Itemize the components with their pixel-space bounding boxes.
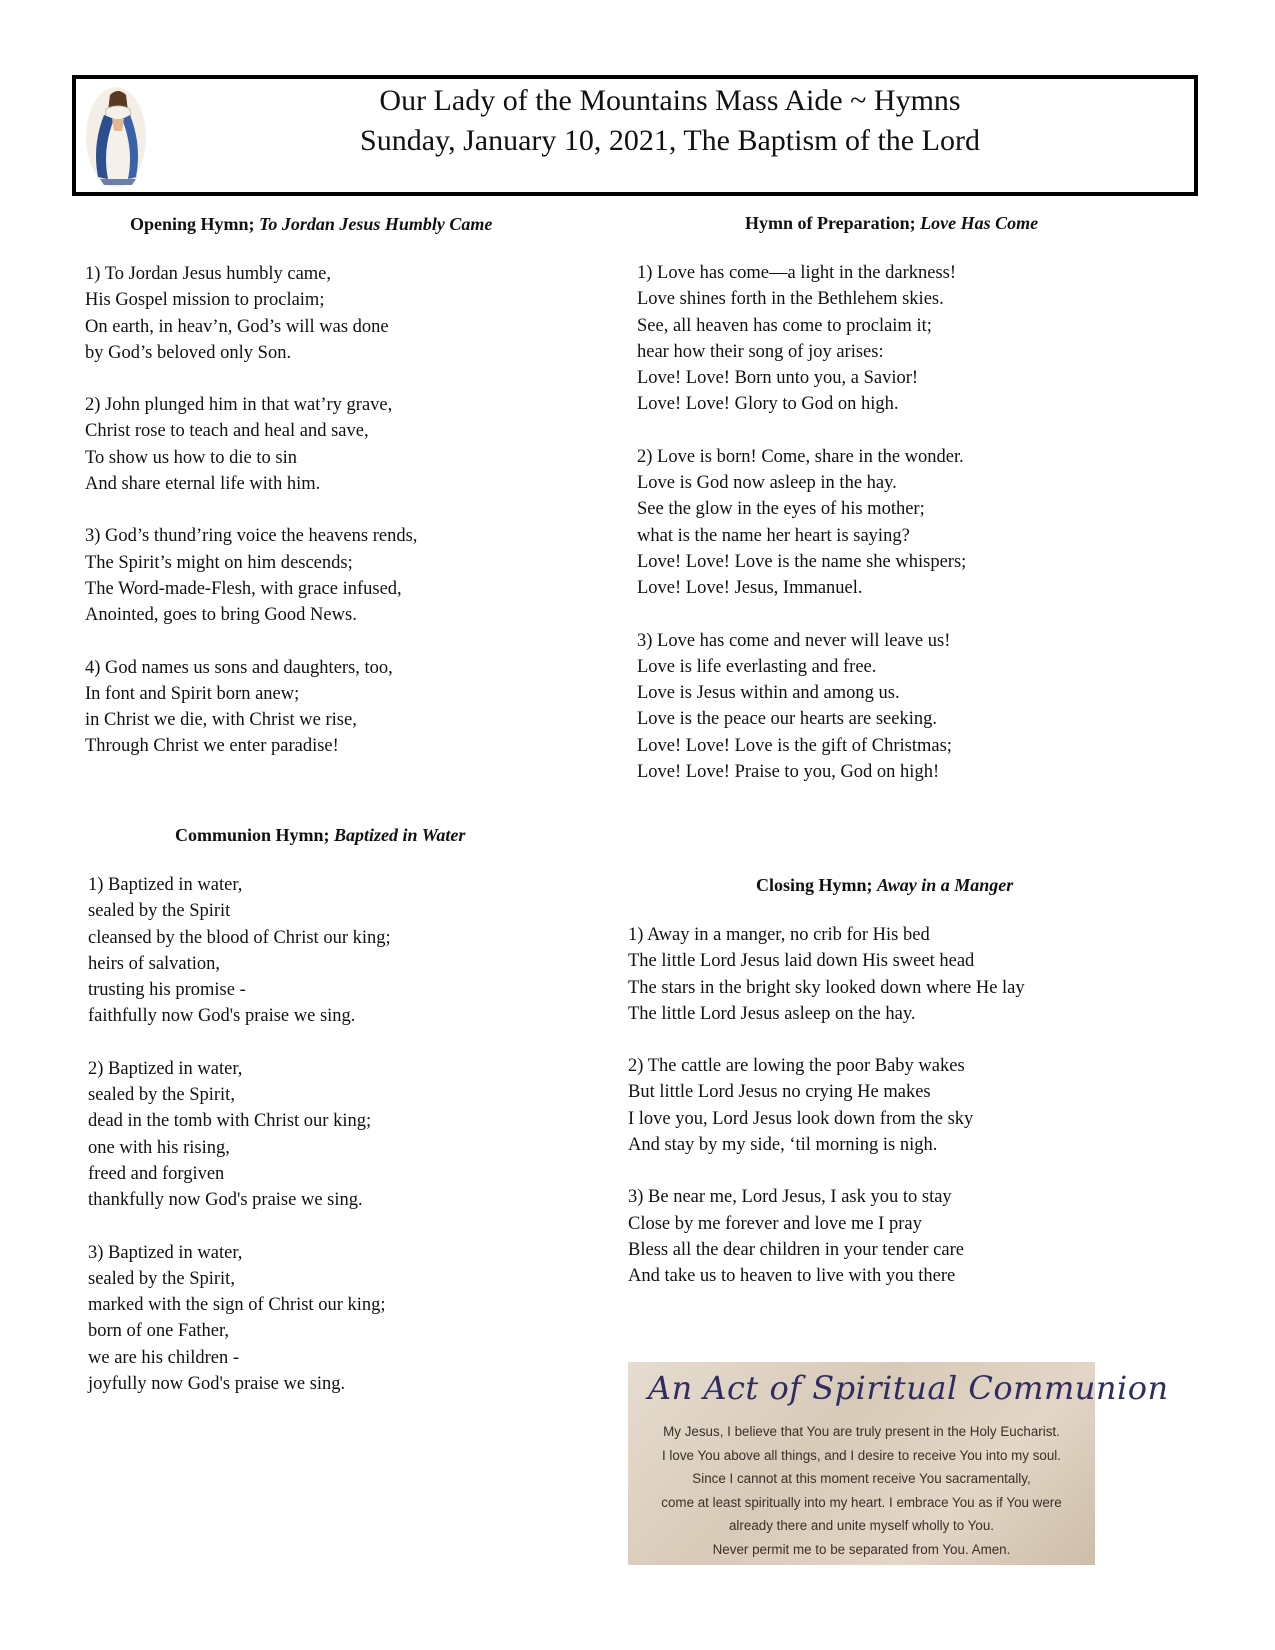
verse-line: His Gospel mission to proclaim; bbox=[85, 290, 325, 311]
verse-line: See, all heaven has come to proclaim it; bbox=[637, 315, 932, 336]
verse-line: And take us to heaven to live with you there bbox=[628, 1266, 956, 1287]
verse-line: born of one Father, bbox=[88, 1321, 230, 1342]
verse-line: we are his children - bbox=[88, 1347, 240, 1368]
verse-line: by God’s beloved only Son. bbox=[85, 342, 292, 363]
verse-line: Anointed, goes to bring Good News. bbox=[85, 605, 357, 626]
verse bbox=[637, 260, 1197, 418]
verse-line: what is the name her heart is saying? bbox=[637, 525, 910, 546]
verse-line: hear how their song of joy arises: bbox=[637, 341, 884, 362]
preparation-hymn-heading bbox=[745, 212, 1197, 234]
verse-line: Love! Love! Love is the gift of Christmas; bbox=[637, 735, 952, 756]
hymn-title: Baptized in Water bbox=[334, 825, 466, 845]
verse-line: sealed by the Spirit, bbox=[88, 1085, 235, 1106]
verse-line: trusting his promise - bbox=[88, 980, 246, 1001]
verse-line: 2) John plunged him in that wat’ry grave, bbox=[85, 395, 393, 416]
verse-line: In font and Spirit born anew; bbox=[85, 683, 300, 704]
verse-line: sealed by the Spirit bbox=[88, 901, 231, 922]
verse-line: 2) Baptized in water, bbox=[88, 1058, 243, 1079]
prayer-line: come at least spiritually into my heart. I embrace You as if You were bbox=[661, 1494, 1062, 1510]
verse-line: Through Christ we enter paradise! bbox=[85, 736, 339, 757]
hymn-label: Opening Hymn; bbox=[130, 214, 255, 234]
hymn-title: Love Has Come bbox=[920, 213, 1039, 233]
verse bbox=[88, 872, 588, 1030]
verse-line: 3) Be near me, Lord Jesus, I ask you to stay bbox=[628, 1187, 952, 1208]
verse bbox=[85, 655, 565, 760]
verse-line: But little Lord Jesus no crying He makes bbox=[628, 1082, 931, 1103]
verse-line: Love is the peace our hearts are seeking. bbox=[637, 709, 937, 730]
verse-line: 3) God’s thund’ring voice the heavens rends, bbox=[85, 526, 418, 547]
madonna-image bbox=[84, 85, 148, 189]
spiritual-communion-card bbox=[628, 1362, 1169, 1565]
verse-line: 3) Love has come and never will leave us! bbox=[637, 630, 951, 651]
verse-line: freed and forgiven bbox=[88, 1163, 225, 1184]
verse bbox=[628, 1184, 1188, 1289]
verse-line: Love! Love! Born unto you, a Savior! bbox=[637, 368, 919, 389]
verse-line: Love is God now asleep in the hay. bbox=[637, 473, 897, 494]
verse-line: Close by me forever and love me I pray bbox=[628, 1213, 922, 1234]
verse-line: 1) Away in a manger, no crib for His bed bbox=[628, 925, 930, 945]
verse-line: The Word-made-Flesh, with grace infused, bbox=[85, 578, 402, 599]
verse-line: 2) The cattle are lowing the poor Baby wakes bbox=[628, 1056, 965, 1077]
verse-line: The Spirit’s might on him descends; bbox=[85, 552, 353, 573]
verse-line: Love! Love! Love is the name she whispers; bbox=[637, 551, 967, 572]
verse-line: 2) Love is born! Come, share in the wonder. bbox=[637, 446, 964, 467]
verse-line: joyfully now God's praise we sing. bbox=[88, 1374, 346, 1395]
hymn-label: Hymn of Preparation; bbox=[745, 213, 916, 233]
verse-line: Christ rose to teach and heal and save, bbox=[85, 421, 369, 442]
header-title: Our Lady of the Mountains Mass Aide ~ Hymns bbox=[379, 84, 961, 117]
verse bbox=[88, 1240, 588, 1398]
verse bbox=[637, 628, 1197, 786]
communion-hymn-heading bbox=[175, 824, 588, 846]
prayer-line: My Jesus, I believe that You are truly present in the Holy Eucharist. bbox=[663, 1424, 1060, 1439]
header-box bbox=[72, 75, 1198, 196]
verse-line: one with his rising, bbox=[88, 1137, 230, 1158]
prayer-line: I love You above all things, and I desire to receive You into my soul. bbox=[661, 1447, 1061, 1463]
verse bbox=[628, 1053, 1188, 1158]
verse-line: The little Lord Jesus asleep on the hay. bbox=[628, 1003, 916, 1024]
verse-line: in Christ we die, with Christ we rise, bbox=[85, 710, 357, 731]
verse-line: dead in the tomb with Christ our king; bbox=[88, 1111, 372, 1132]
communion-hymn bbox=[88, 824, 588, 1423]
closing-hymn bbox=[628, 874, 1188, 1316]
opening-hymn bbox=[85, 213, 565, 786]
card-title: An Act of Spiritual Communion bbox=[648, 1369, 1169, 1407]
verse-line: 1) Baptized in water, bbox=[88, 875, 243, 895]
verse-line: 1) Love has come—a light in the darkness! bbox=[637, 263, 957, 283]
card-prayer bbox=[638, 1420, 1085, 1561]
hymn-label: Communion Hymn; bbox=[175, 825, 330, 845]
hymn-title: To Jordan Jesus Humbly Came bbox=[259, 214, 493, 234]
prayer-line: Never permit me to be separated from You. Amen. bbox=[712, 1541, 1011, 1557]
verse-line: Love shines forth in the Bethlehem skies. bbox=[637, 289, 944, 310]
verse-line: 4) God names us sons and daughters, too, bbox=[85, 657, 393, 678]
verse-line: Love! Love! Glory to God on high. bbox=[637, 394, 899, 415]
verse-line: I love you, Lord Jesus look down from the sky bbox=[628, 1108, 974, 1129]
verse bbox=[637, 444, 1197, 602]
verse bbox=[88, 1056, 588, 1214]
closing-hymn-heading bbox=[756, 874, 1188, 896]
verse-line: 1) To Jordan Jesus humbly came, bbox=[85, 264, 332, 284]
preparation-hymn bbox=[637, 212, 1197, 811]
verse-line: Love! Love! Jesus, Immanuel. bbox=[637, 578, 863, 599]
verse-line: cleansed by the blood of Christ our king; bbox=[88, 927, 391, 948]
verse-line: sealed by the Spirit, bbox=[88, 1268, 235, 1289]
verse-line: To show us how to die to sin bbox=[85, 447, 297, 468]
header-subtitle: Sunday, January 10, 2021, The Baptism of the Lord bbox=[360, 124, 980, 157]
verse-line: faithfully now God's praise we sing. bbox=[88, 1006, 356, 1027]
verse-line: heirs of salvation, bbox=[88, 953, 221, 974]
prayer-line: already there and unite myself wholly to You. bbox=[728, 1518, 994, 1533]
verse-line: Love is life everlasting and free. bbox=[637, 656, 877, 677]
verse-line: marked with the sign of Christ our king; bbox=[88, 1295, 386, 1316]
verse-line: Love! Love! Praise to you, God on high! bbox=[637, 762, 940, 783]
verse-line: The stars in the bright sky looked down where He lay bbox=[628, 977, 1025, 998]
verse-line: See the glow in the eyes of his mother; bbox=[637, 499, 925, 520]
opening-hymn-heading bbox=[130, 213, 600, 235]
verse-line: Love is Jesus within and among us. bbox=[637, 683, 900, 704]
verse bbox=[85, 261, 565, 366]
verse-line: The little Lord Jesus laid down His sweet head bbox=[628, 951, 975, 972]
verse bbox=[85, 392, 565, 497]
verse-line: Bless all the dear children in your tender care bbox=[628, 1239, 964, 1260]
verse-line: And share eternal life with him. bbox=[85, 474, 321, 495]
verse-line: 3) Baptized in water, bbox=[88, 1242, 243, 1263]
verse bbox=[85, 523, 565, 628]
hymn-title: Away in a Manger bbox=[877, 875, 1014, 895]
verse-line: thankfully now God's praise we sing. bbox=[88, 1190, 363, 1211]
verse-line: And stay by my side, ‘til morning is nigh. bbox=[628, 1135, 938, 1156]
verse-line: On earth, in heav’n, God’s will was done bbox=[85, 316, 389, 337]
hymn-label: Closing Hymn; bbox=[756, 875, 873, 895]
verse bbox=[628, 922, 1188, 1027]
prayer-line: Since I cannot at this moment receive You sacramentally, bbox=[692, 1471, 1031, 1486]
